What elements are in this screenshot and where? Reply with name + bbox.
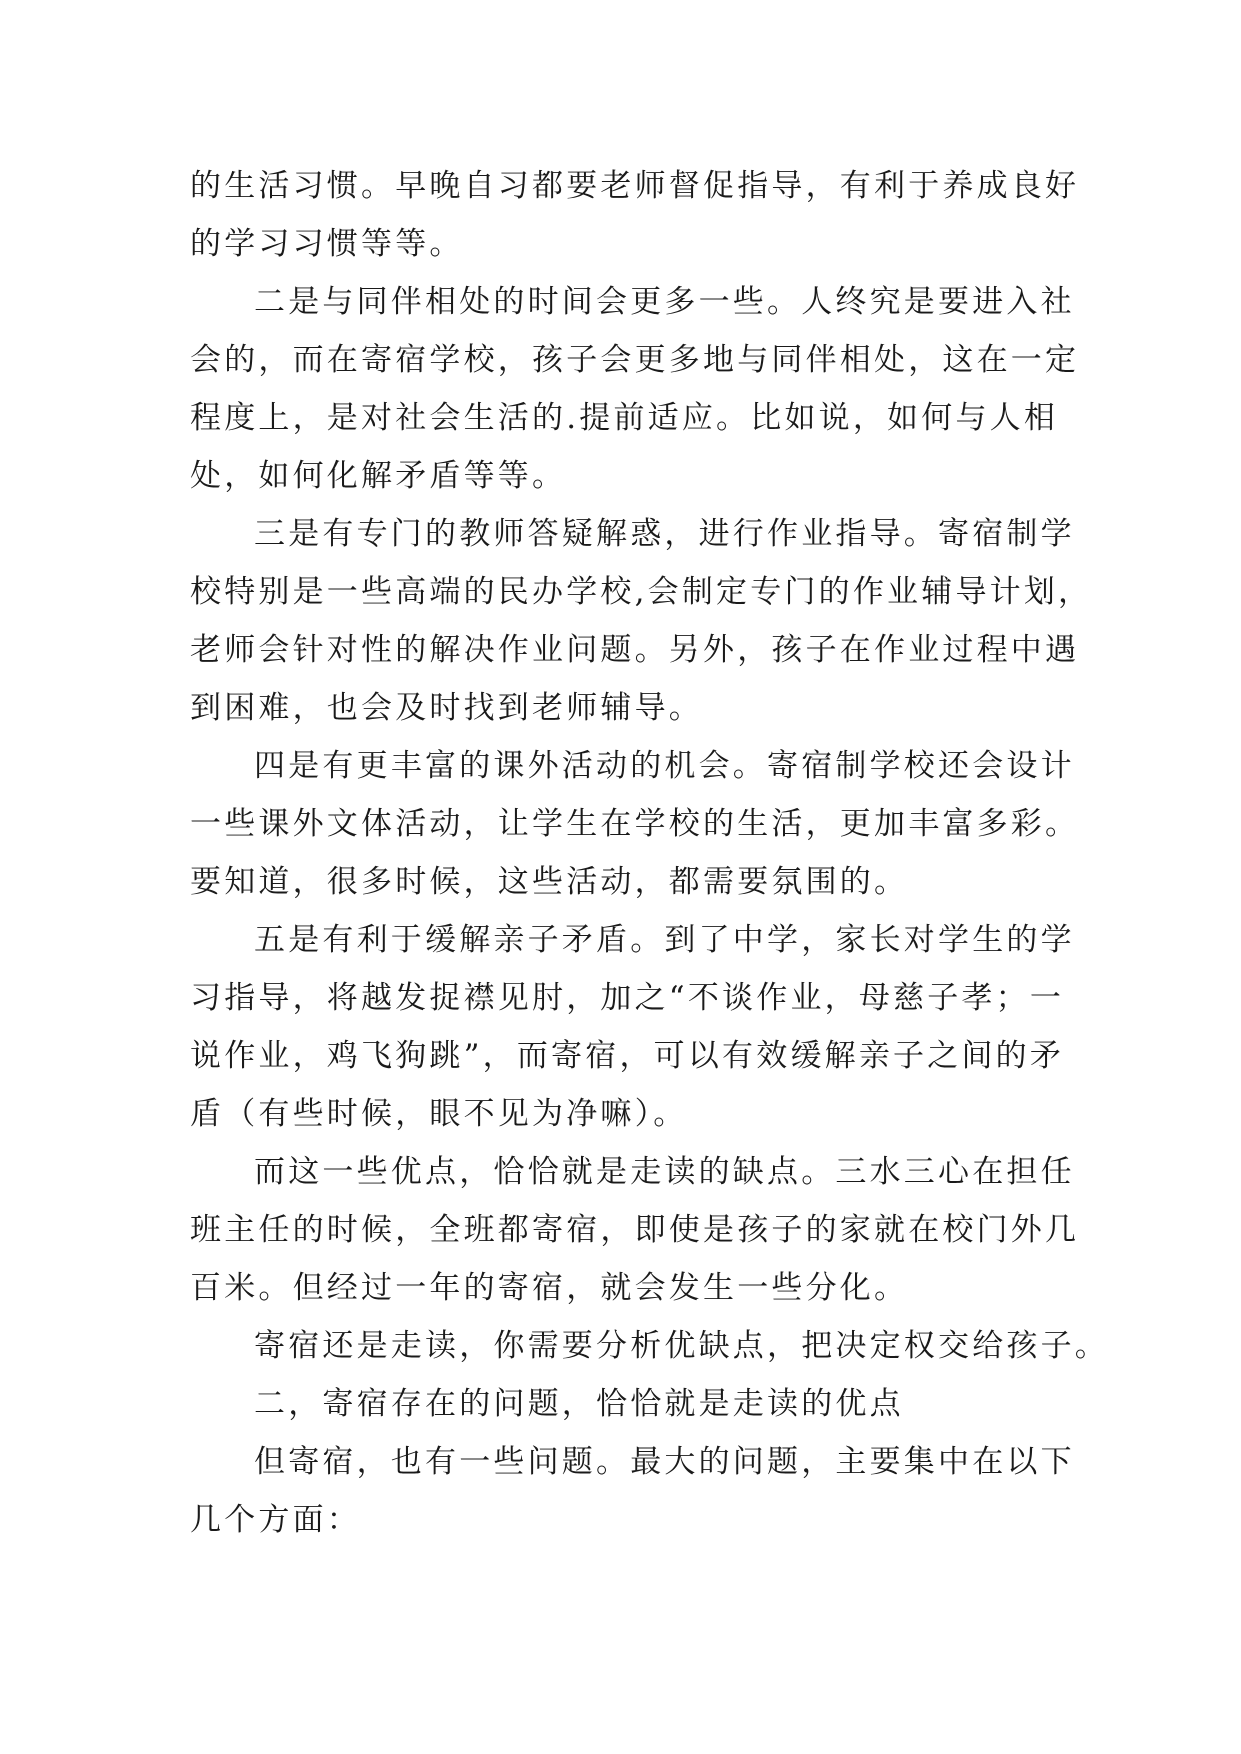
text-line: 程度上，是对社会生活的.提前适应。比如说，如何与人相 [190,400,1059,436]
text-line: 处，如何化解矛盾等等。 [190,458,567,494]
text-line: 要知道，很多时候，这些活动，都需要氛围的。 [190,864,909,900]
text-line: 寄宿还是走读，你需要分析优缺点，把决定权交给孩子。 [254,1328,1109,1364]
text-line: 二是与同伴相处的时间会更多一些。人终究是要进入社 [254,284,1075,320]
text-line: 校特别是一些高端的民办学校,会制定专门的作业辅导计划， [190,574,1093,610]
text-line: 但寄宿，也有一些问题。最大的问题，主要集中在以下 [254,1444,1075,1480]
text-line: 到困难，也会及时找到老师辅导。 [190,690,703,726]
text-line: 四是有更丰富的课外活动的机会。寄宿制学校还会设计 [254,748,1075,784]
text-line: 而这一些优点，恰恰就是走读的缺点。三水三心在担任 [254,1154,1075,1190]
text-line: 几个方面： [190,1502,361,1538]
text-line: 一些课外文体活动，让学生在学校的生活，更加丰富多彩。 [190,806,1080,842]
text-line: 班主任的时候，全班都寄宿，即使是孩子的家就在校门外几 [190,1212,1080,1248]
text-line: 盾（有些时候，眼不见为净嘛）。 [190,1096,688,1132]
text-line: 的学习习惯等等。 [190,226,464,262]
text-line: 会的，而在寄宿学校，孩子会更多地与同伴相处，这在一定 [190,342,1080,378]
text-line: 老师会针对性的解决作业问题。另外，孩子在作业过程中遇 [190,632,1080,668]
text-line: 五是有利于缓解亲子矛盾。到了中学，家长对学生的学 [254,922,1075,958]
section-heading: 二，寄宿存在的问题，恰恰就是走读的优点 [254,1386,904,1422]
text-line: 的生活习惯。早晚自习都要老师督促指导，有利于养成良好 [190,168,1080,204]
text-line: 三是有专门的教师答疑解惑，进行作业指导。寄宿制学 [254,516,1075,552]
text-line: 习指导，将越发捉襟见肘，加之“不谈作业，母慈子孝；一 [190,980,1065,1016]
text-line: 说作业，鸡飞狗跳”，而寄宿，可以有效缓解亲子之间的矛 [190,1038,1065,1074]
text-line: 百米。但经过一年的寄宿，就会发生一些分化。 [190,1270,909,1306]
